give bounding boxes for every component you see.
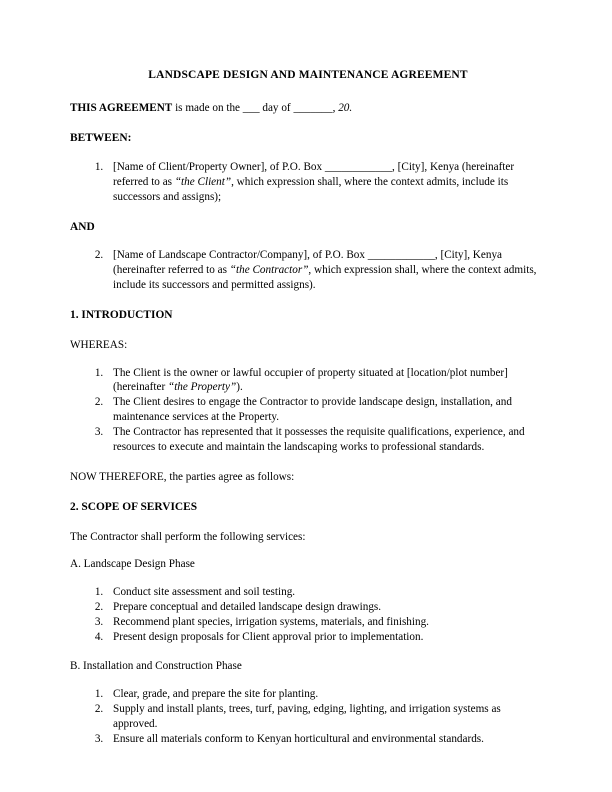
section-heading-scope-of-services: 2. SCOPE OF SERVICES [70,500,198,513]
document-body [70,68,546,762]
party-2-po-box-blank: ____________ [367,249,435,262]
list-item [106,425,546,455]
list-item [106,160,546,205]
preamble-lead: THIS AGREEMENT [70,102,173,115]
recital-3-part1: The Contractor has represented that it possesses the requisite qualifications, experience, and resources to execute and maintain the landscaping works to professional standards. [113,426,525,453]
now-therefore-paragraph: NOW THEREFORE, the parties agree as follows: [70,470,295,483]
defined-term-property: “the Property” [167,381,237,394]
recitals-list [70,366,546,455]
party-2-text-part2: , [City], Kenya (hereinafter referred to as [113,249,502,277]
month-blank: _______ [293,102,333,115]
party-1-text-part2: , [City], Kenya (hereinafter referred to as [113,160,515,188]
list-item: 3. Recommend plant species, irrigation systems, materials, and finishing. [106,615,546,630]
between-heading: BETWEEN: [70,132,132,145]
preamble-text-after: , [332,102,339,115]
scope-intro-paragraph: The Contractor shall perform the following services: [70,530,306,543]
list-item [106,395,546,425]
recital-1-part1: The Client is the owner or lawful occupier of property situated at [location/plot number] (hereinafter [113,366,508,394]
party-1-text-part3: , which expression shall, where the context admits, include its successors and assigns); [113,175,509,203]
document-title: LANDSCAPE DESIGN AND MAINTENANCE AGREEMENT [148,69,468,81]
list-item: 2. Supply and install plants, trees, turf, paving, edging, lighting, and irrigation systems as approved. [106,702,546,732]
party-2-text-part3: , which expression shall, where the context admits, include its successors and permitted assigns). [113,264,537,292]
party-1-po-box-blank: ____________ [324,160,393,173]
list-item: 1. Clear, grade, and prepare the site for planting. [106,687,546,702]
day-blank: ___ [242,102,260,115]
phase-label-installation: B. Installation and Construction Phase [70,660,242,673]
list-item: 3. Ensure all materials conform to Kenyan horticultural and environmental standards. [106,732,546,747]
whereas-label: WHEREAS: [70,338,128,351]
design-phase-list [70,585,546,645]
recital-1-part2: ). [236,381,243,394]
contractor-party-list [70,248,546,293]
year-value: 20. [338,102,353,115]
client-party-list [70,160,546,205]
defined-term-client: “the Client” [174,175,232,188]
phase-label-design: A. Landscape Design Phase [70,558,195,571]
preamble-text-before-day: is made on the [172,102,243,115]
list-item: 4. Present design proposals for Client approval prior to implementation. [106,630,546,645]
list-item: 2. Prepare conceptual and detailed landscape design drawings. [106,600,546,615]
list-item: 1. Conduct site assessment and soil testing. [106,585,546,600]
preamble-paragraph [70,101,546,116]
section-heading-introduction: 1. INTRODUCTION [70,309,173,322]
and-heading: AND [70,220,95,233]
party-2-text-part1: [Name of Landscape Contractor/Company], of P.O. Box [113,249,368,262]
installation-phase-list [70,687,546,747]
list-item [106,366,546,396]
recital-2-part1: The Client desires to engage the Contractor to provide landscape design, installation, and maintenance services at the Property. [113,396,512,424]
defined-term-contractor: “the Contractor” [229,264,309,277]
list-item [106,248,546,293]
preamble-text-between: day of [259,102,294,115]
party-1-text-part1: [Name of Client/Property Owner], of P.O. Box [113,160,325,173]
